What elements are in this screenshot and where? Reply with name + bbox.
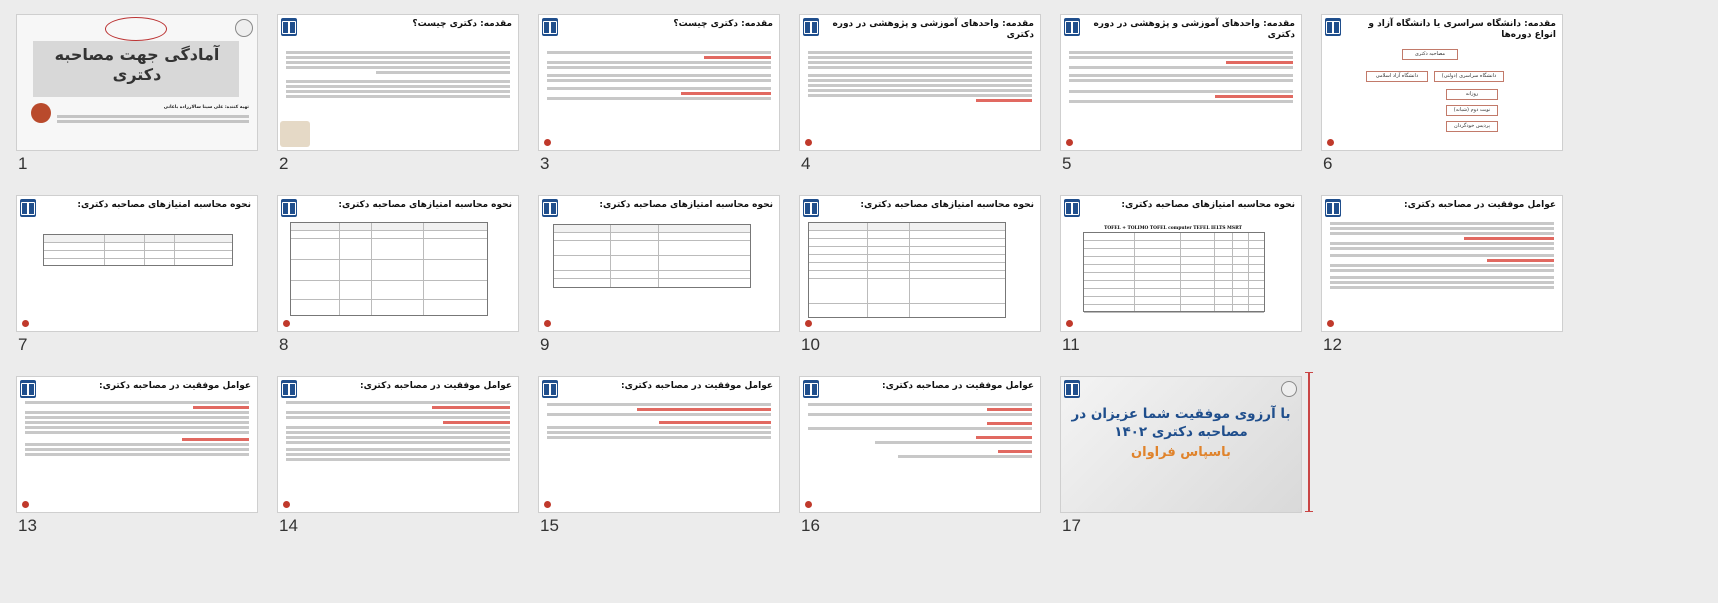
page-dot xyxy=(1066,320,1073,327)
slide-thumb-6[interactable] xyxy=(1321,14,1565,173)
slide-number: 8 xyxy=(279,335,289,354)
org-left: دانشگاه آزاد اسلامی xyxy=(1366,71,1428,82)
slide-thumb-2[interactable] xyxy=(277,14,521,173)
slide-number: 10 xyxy=(801,335,820,354)
slide-15[interactable] xyxy=(538,376,780,513)
slide-title: مقدمه: دکتری چیست؟ xyxy=(673,19,773,29)
slide-number: 9 xyxy=(540,335,550,354)
slide-number: 7 xyxy=(18,335,28,354)
page-dot xyxy=(805,139,812,146)
score-table xyxy=(1083,232,1265,312)
page-dot xyxy=(805,501,812,508)
university-seal-icon xyxy=(235,19,253,37)
slide-6[interactable] xyxy=(1321,14,1563,151)
slide-title: مقدمه: دانشگاه سراسری یا دانشگاه آزاد و انواع دوره‌ها xyxy=(1368,19,1556,40)
slide-9[interactable] xyxy=(538,195,780,332)
slide-number: 11 xyxy=(1062,335,1080,354)
closing-title: با آرزوی موفقیت شما عزیزان در مصاحبه دکتری ۱۴۰۲ xyxy=(1071,406,1291,440)
insertion-cursor xyxy=(1308,372,1310,512)
score-table xyxy=(290,222,488,316)
student-clipart xyxy=(280,121,310,147)
slide-title: مقدمه: دکتری چیست؟ xyxy=(412,19,512,29)
cover-author: تهیه کننده: علی سینا سالارزاده باغانی xyxy=(163,105,249,110)
university-logo-icon xyxy=(1325,18,1341,36)
slide-number: 12 xyxy=(1323,335,1342,354)
slide-title: نحوه محاسبه امتیازهای مصاحبه دکتری: xyxy=(77,200,251,210)
slide-number: 13 xyxy=(18,516,37,535)
university-logo-icon xyxy=(803,380,819,398)
page-dot xyxy=(1327,320,1334,327)
slide-title: عوامل موفقیت در مصاحبه دکتری: xyxy=(620,381,773,391)
page-dot xyxy=(544,139,551,146)
slide-thumb-9[interactable] xyxy=(538,195,782,354)
calligraphy-logo xyxy=(105,17,167,41)
toefl-header: TOFEL + TOLIMO TOFEL computer TEFEL IELTS MSRT xyxy=(1104,226,1242,231)
score-table xyxy=(808,222,1006,318)
score-table xyxy=(553,224,751,288)
slide-thumb-5[interactable] xyxy=(1060,14,1304,173)
org-right: دانشگاه سراسری (دولتی) xyxy=(1434,71,1504,82)
org-b2: نوبت دوم (شبانه) xyxy=(1446,105,1498,116)
slide-3[interactable] xyxy=(538,14,780,151)
slide-title: نحوه محاسبه امتیازهای مصاحبه دکتری: xyxy=(599,200,773,210)
slide-title: عوامل موفقیت در مصاحبه دکتری: xyxy=(359,381,512,391)
slide-title: نحوه محاسبه امتیازهای مصاحبه دکتری: xyxy=(1121,200,1295,210)
slide-title: مقدمه: واحدهای آموزشی و پژوهشی در دوره دکتری xyxy=(832,19,1034,40)
author-photo xyxy=(31,103,51,123)
slide-title: عوامل موفقیت در مصاحبه دکتری: xyxy=(98,381,251,391)
slide-thumb-8[interactable] xyxy=(277,195,521,354)
slide-title: عوامل موفقیت در مصاحبه دکتری: xyxy=(1403,200,1556,210)
university-logo-icon xyxy=(542,199,558,217)
page-dot xyxy=(22,320,29,327)
slide-number: 6 xyxy=(1323,154,1333,173)
slide-thumb-11[interactable] xyxy=(1060,195,1304,354)
university-logo-icon xyxy=(542,18,558,36)
slide-thumb-13[interactable] xyxy=(16,376,260,535)
slide-title: نحوه محاسبه امتیازهای مصاحبه دکتری: xyxy=(860,200,1034,210)
slide-number: 4 xyxy=(801,154,811,173)
slide-number: 15 xyxy=(540,516,559,535)
slide-thumb-14[interactable] xyxy=(277,376,521,535)
slide-thumb-12[interactable] xyxy=(1321,195,1565,354)
slide-thumb-16[interactable] xyxy=(799,376,1043,535)
slide-2[interactable] xyxy=(277,14,519,151)
slide-number: 5 xyxy=(1062,154,1072,173)
slide-11[interactable] xyxy=(1060,195,1302,332)
university-logo-icon xyxy=(281,380,297,398)
slide-8[interactable] xyxy=(277,195,519,332)
slide-14[interactable] xyxy=(277,376,519,513)
page-dot xyxy=(283,501,290,508)
slide-number: 17 xyxy=(1062,516,1081,535)
page-dot xyxy=(805,320,812,327)
slide-7[interactable] xyxy=(16,195,258,332)
slide-title: مقدمه: واحدهای آموزشی و پژوهشی در دوره دکتری xyxy=(1093,19,1295,40)
slide-number: 2 xyxy=(279,154,289,173)
slide-title: نحوه محاسبه امتیازهای مصاحبه دکتری: xyxy=(338,200,512,210)
slide-thumb-4[interactable] xyxy=(799,14,1043,173)
university-logo-icon xyxy=(1325,199,1341,217)
university-logo-icon xyxy=(20,380,36,398)
slide-number: 16 xyxy=(801,516,820,535)
slide-12[interactable] xyxy=(1321,195,1563,332)
cover-title: آمادگی جهت مصاحبه دکتری xyxy=(54,45,220,84)
slide-5[interactable] xyxy=(1060,14,1302,151)
university-logo-icon xyxy=(803,18,819,36)
university-logo-icon xyxy=(281,199,297,217)
org-b1: روزانه xyxy=(1446,89,1498,100)
university-logo-icon xyxy=(1064,380,1080,398)
university-logo-icon xyxy=(20,199,36,217)
university-seal-icon xyxy=(1281,381,1297,397)
slide-number: 14 xyxy=(279,516,298,535)
slide-16[interactable] xyxy=(799,376,1041,513)
page-dot xyxy=(1066,139,1073,146)
university-logo-icon xyxy=(1064,18,1080,36)
page-dot xyxy=(544,320,551,327)
university-logo-icon xyxy=(1064,199,1080,217)
slide-17[interactable] xyxy=(1060,376,1302,513)
score-table xyxy=(43,234,233,266)
slide-number: 3 xyxy=(540,154,550,173)
page-dot xyxy=(1327,139,1334,146)
slide-thumb-10[interactable] xyxy=(799,195,1043,354)
page-dot xyxy=(283,320,290,327)
slide-thumb-3[interactable] xyxy=(538,14,782,173)
org-b3: پردیس خودگردان xyxy=(1446,121,1498,132)
org-root: مصاحبه دکتری xyxy=(1402,49,1458,60)
university-logo-icon xyxy=(281,18,297,36)
closing-subtitle: باسپاس فراوان xyxy=(1131,445,1231,460)
slide-1[interactable] xyxy=(16,14,258,151)
page-dot xyxy=(544,501,551,508)
slide-number: 1 xyxy=(18,154,28,173)
slide-10[interactable] xyxy=(799,195,1041,332)
university-logo-icon xyxy=(542,380,558,398)
university-logo-icon xyxy=(803,199,819,217)
slide-thumb-17[interactable] xyxy=(1060,376,1304,535)
slide-title: عوامل موفقیت در مصاحبه دکتری: xyxy=(881,381,1034,391)
slide-4[interactable] xyxy=(799,14,1041,151)
page-dot xyxy=(22,501,29,508)
slide-thumb-1[interactable] xyxy=(16,14,260,173)
slide-13[interactable] xyxy=(16,376,258,513)
slide-thumb-7[interactable] xyxy=(16,195,260,354)
slide-thumb-15[interactable] xyxy=(538,376,782,535)
